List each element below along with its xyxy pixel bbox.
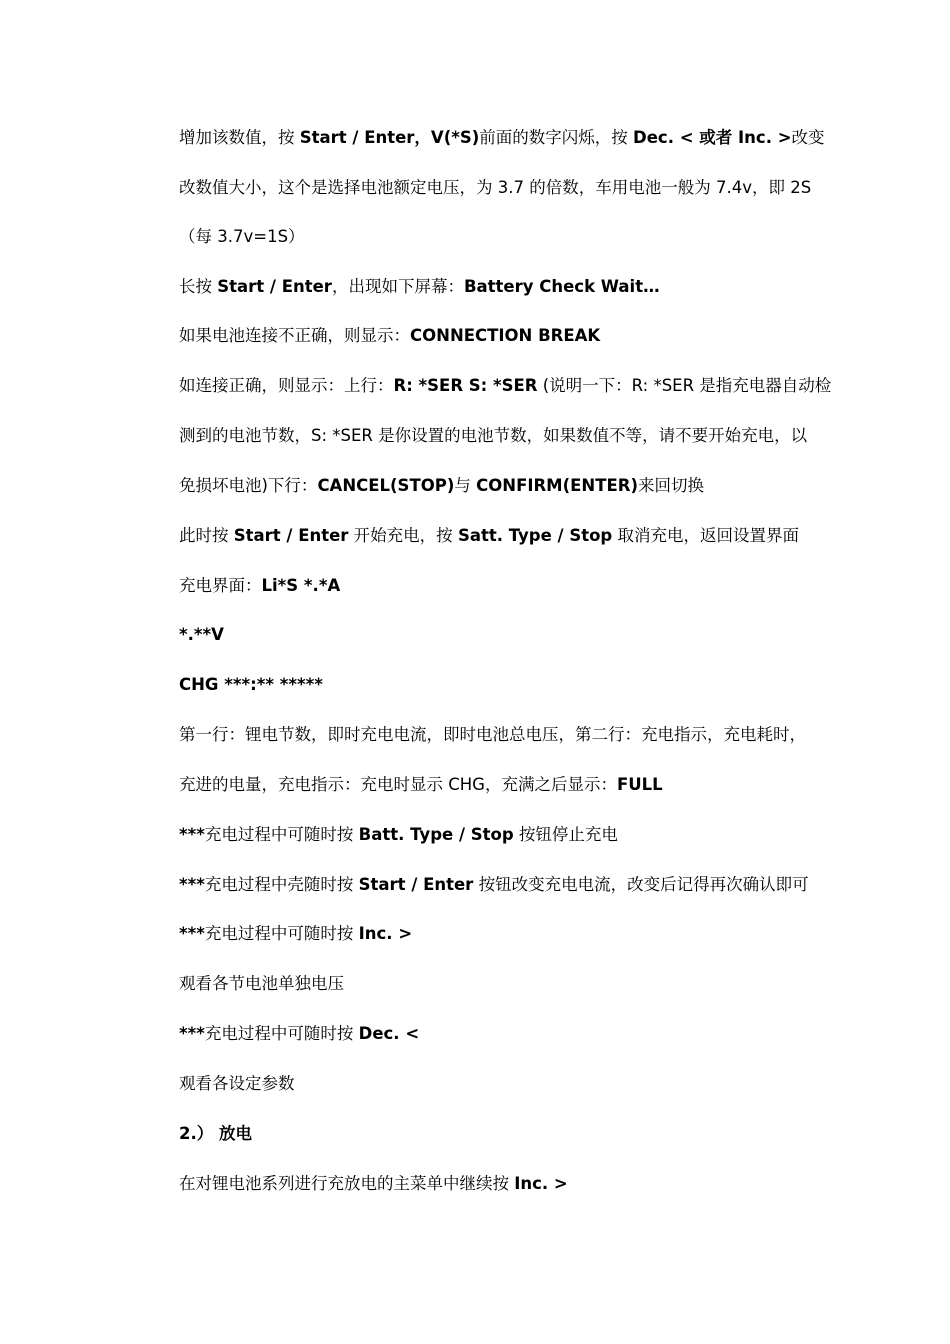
text-segment: 按钮停止充电 [513, 825, 618, 844]
bold-segment: Satt. Type / Stop [457, 526, 613, 545]
bold-segment: Inc. > [514, 1174, 568, 1193]
text-segment: 充电过程中可随时按 [204, 924, 359, 943]
bold-segment: *** [179, 825, 205, 844]
text-line-13 [179, 721, 819, 749]
text-line-8 [179, 472, 819, 500]
text-segment: 增加该数值，按 [179, 128, 300, 147]
section-heading-discharge [179, 1120, 819, 1148]
text-segment: 与 [454, 476, 477, 495]
bold-segment: Start / Enter，V(*S) [299, 128, 480, 147]
bold-segment: CHG ***:** ***** [179, 675, 323, 694]
text-segment: 充电界面： [179, 576, 262, 595]
text-segment: 观看各节电池单独电压 [179, 974, 344, 993]
text-line-10 [179, 572, 819, 600]
bold-segment: *** [179, 875, 205, 894]
bold-segment: Start / Enter [358, 875, 474, 894]
text-line-2 [179, 174, 819, 202]
text-segment: （每 3.7v=1S） [179, 227, 305, 246]
text-segment: 免损坏电池)下行： [179, 476, 318, 495]
text-segment: 改变 [791, 128, 825, 147]
text-segment: 来回切换 [638, 476, 704, 495]
text-line-18 [179, 970, 819, 998]
text-line-7 [179, 422, 819, 450]
bold-segment: *** [179, 924, 205, 943]
text-line-5 [179, 322, 819, 350]
bold-segment: R: *SER S: *SER [393, 376, 538, 395]
text-line-12 [179, 671, 819, 699]
bold-segment: Start / Enter [233, 526, 349, 545]
text-line-11 [179, 621, 819, 649]
text-segment: 按钮改变充电电流，改变后记得再次确认即可 [473, 875, 809, 894]
text-segment: 充电过程中壳随时按 [204, 875, 359, 894]
text-line-6 [179, 372, 832, 400]
bold-segment: Batt. Type / Stop [358, 825, 514, 844]
bold-segment: Start / Enter [217, 277, 332, 296]
text-line-17 [179, 920, 819, 948]
bold-segment: Li*S *.*A [261, 576, 341, 595]
text-segment: 如连接正确，则显示：上行： [179, 376, 394, 395]
text-segment: ，出现如下屏幕： [331, 277, 464, 296]
bold-segment: *.**V [179, 625, 224, 644]
text-segment: 改数值大小，这个是选择电池额定电压，为 3.7 的倍数，车用电池一般为 7.4v，即 2S [179, 178, 812, 197]
text-segment: 充进的电量，充电指示：充电时显示 CHG，充满之后显示： [179, 775, 617, 794]
text-line-3 [179, 223, 819, 251]
text-segment: 充电过程中可随时按 [204, 1024, 359, 1043]
text-segment: 此时按 [179, 526, 234, 545]
bold-segment: CONFIRM(ENTER) [476, 476, 638, 495]
text-segment: 观看各设定参数 [179, 1074, 295, 1093]
text-line-14 [179, 771, 819, 799]
text-segment: 长按 [179, 277, 218, 296]
bold-segment: CANCEL(STOP) [317, 476, 455, 495]
bold-segment: *** [179, 1024, 205, 1043]
text-segment: 开始充电，按 [348, 526, 458, 545]
bold-segment: Dec. < [358, 1024, 420, 1043]
text-line-22 [179, 1170, 819, 1198]
bold-segment: CONNECTION BREAK [410, 326, 601, 345]
text-line-16 [179, 871, 819, 899]
text-line-19 [179, 1020, 819, 1048]
text-segment: 第一行：锂电节数，即时充电电流，即时电池总电压，第二行：充电指示，充电耗时， [179, 725, 806, 744]
text-segment: 前面的数字闪烁，按 [479, 128, 634, 147]
text-segment: (说明一下：R: *SER 是指充电器自动检 [537, 376, 832, 395]
text-segment: 取消充电，返回设置界面 [612, 526, 799, 545]
text-segment: 充电过程中可随时按 [204, 825, 359, 844]
bold-segment: FULL [616, 775, 663, 794]
text-segment: 如果电池连接不正确，则显示： [179, 326, 410, 345]
text-line-9 [179, 522, 819, 550]
text-line-15 [179, 821, 819, 849]
text-line-1 [179, 124, 825, 152]
bold-segment: 2.） 放电 [179, 1124, 252, 1143]
text-line-4 [179, 273, 819, 301]
text-line-20 [179, 1070, 819, 1098]
bold-segment: Inc. > [358, 924, 413, 943]
bold-segment: Battery Check Wait… [463, 277, 660, 296]
bold-segment: Dec. < 或者 Inc. > [633, 128, 792, 147]
text-segment: 在对锂电池系列进行充放电的主菜单中继续按 [179, 1174, 515, 1193]
text-segment: 测到的电池节数，S: *SER 是你设置的电池节数，如果数值不等，请不要开始充电，以 [179, 426, 808, 445]
